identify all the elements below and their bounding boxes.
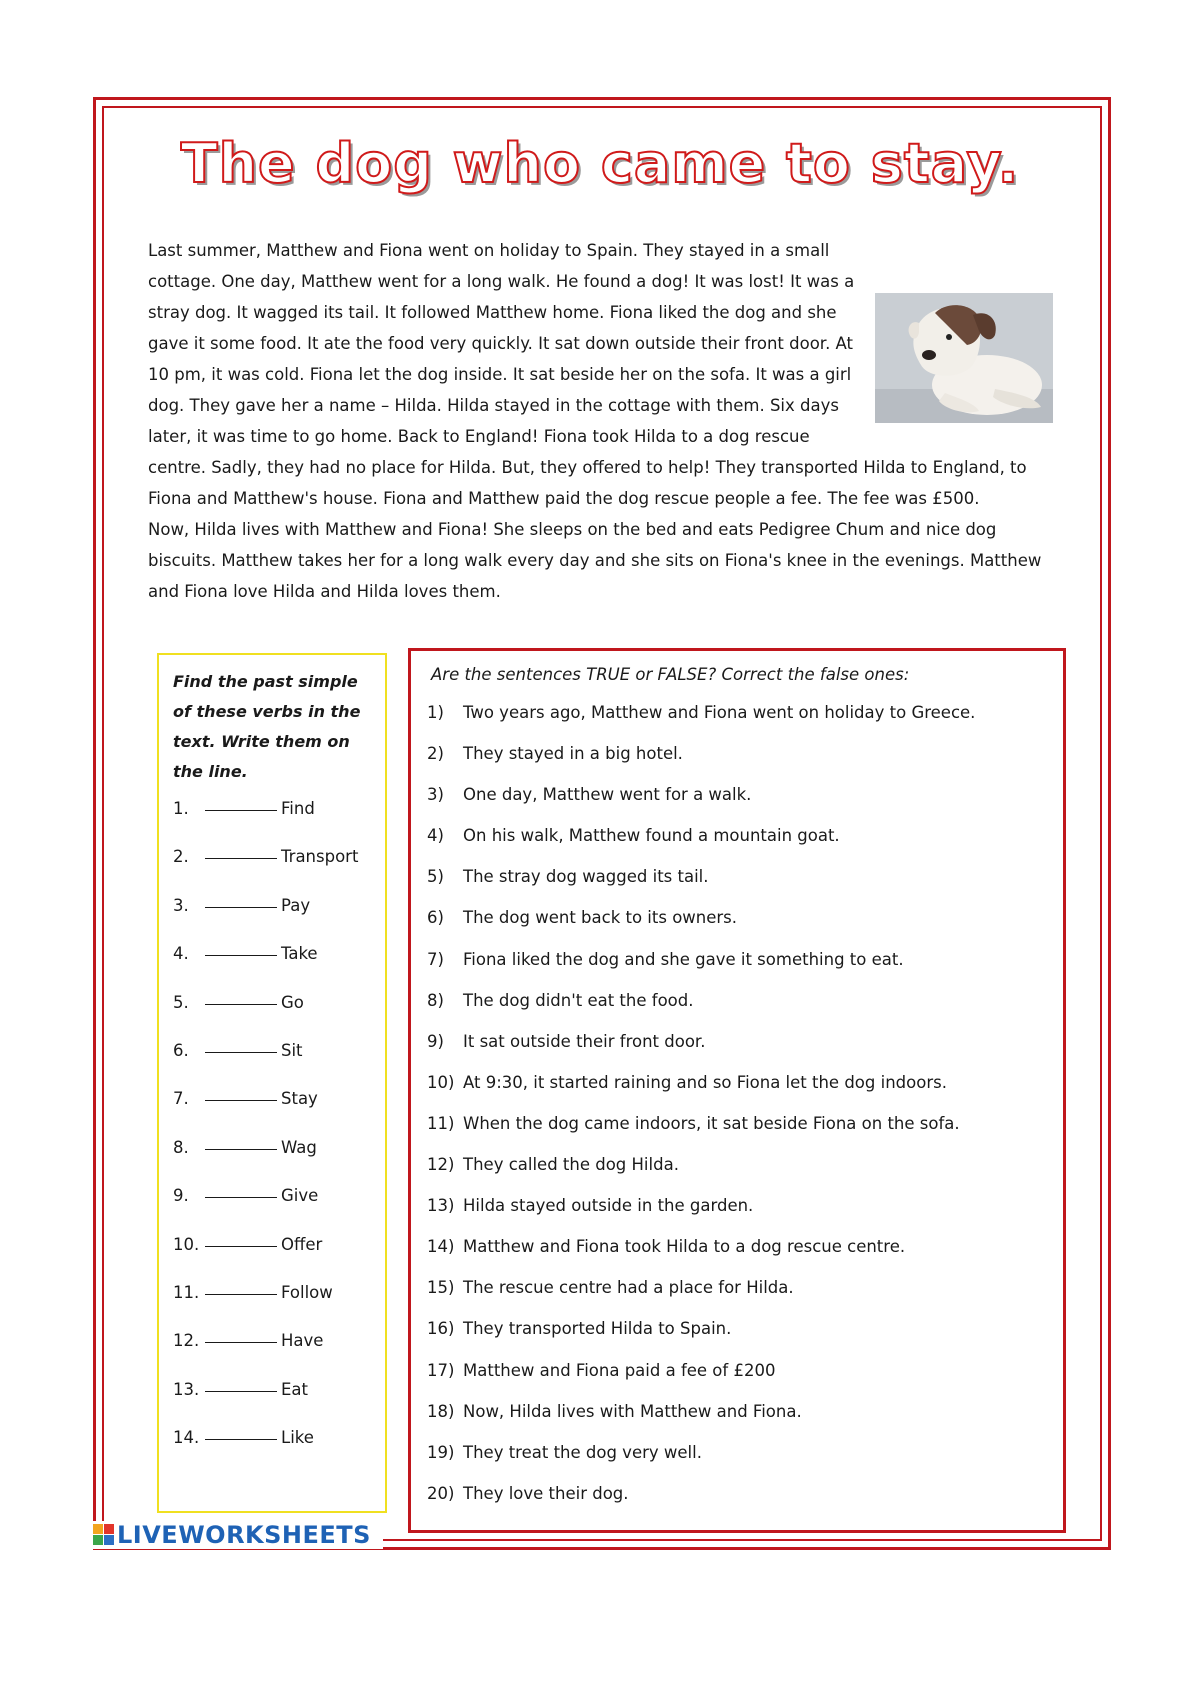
true-false-item-text: They stayed in a big hotel. xyxy=(463,744,683,764)
true-false-item-number: 10) xyxy=(427,1072,455,1092)
verb-item xyxy=(173,1089,373,1137)
answer-blank[interactable] xyxy=(205,810,277,811)
true-false-item-text: At 9:30, it started raining and so Fiona let the dog indoors. xyxy=(463,1072,947,1092)
verb-item-verb: Go xyxy=(281,992,304,1012)
true-false-item xyxy=(427,783,1049,824)
verb-item xyxy=(173,1331,373,1379)
answer-blank[interactable] xyxy=(205,858,277,859)
verb-item-verb: Stay xyxy=(281,1089,318,1109)
true-false-item-text: On his walk, Matthew found a mountain goat. xyxy=(463,826,840,846)
liveworksheets-logo xyxy=(93,1521,383,1549)
true-false-item xyxy=(427,1235,1049,1276)
answer-blank[interactable] xyxy=(205,1246,277,1247)
true-false-item-number: 19) xyxy=(427,1442,455,1462)
true-false-item-number: 8) xyxy=(427,990,444,1010)
verb-item-number: 5. xyxy=(173,992,189,1012)
true-false-instructions: Are the sentences TRUE or FALSE? Correct the false ones: xyxy=(431,665,910,684)
verb-item xyxy=(173,944,373,992)
verb-item xyxy=(173,1186,373,1234)
true-false-exercise xyxy=(408,648,1066,1533)
verb-item-number: 1. xyxy=(173,799,189,818)
answer-blank[interactable] xyxy=(205,1052,277,1053)
verb-item-number: 7. xyxy=(173,1089,189,1109)
verb-item-verb: Like xyxy=(281,1428,314,1448)
verb-item-number: 2. xyxy=(173,847,189,867)
verb-item xyxy=(173,993,373,1041)
verb-item xyxy=(173,896,373,944)
past-simple-instructions: Find the past simple of these verbs in the text. Write them on the line. xyxy=(173,672,361,781)
true-false-item xyxy=(427,1359,1049,1400)
verb-list xyxy=(173,799,373,1476)
true-false-item xyxy=(427,701,1049,742)
answer-blank[interactable] xyxy=(205,1391,277,1392)
true-false-item-number: 9) xyxy=(427,1031,444,1051)
true-false-item-number: 16) xyxy=(427,1319,455,1339)
verb-item-number: 12. xyxy=(173,1331,200,1351)
true-false-list xyxy=(427,701,1049,1523)
answer-blank[interactable] xyxy=(205,1439,277,1440)
answer-blank[interactable] xyxy=(205,907,277,908)
answer-blank[interactable] xyxy=(205,1197,277,1198)
verb-item-verb: Pay xyxy=(281,895,311,915)
true-false-item-number: 6) xyxy=(427,908,444,928)
true-false-item-text: Matthew and Fiona paid a fee of £200 xyxy=(463,1360,776,1380)
true-false-item-number: 5) xyxy=(427,867,444,887)
true-false-item-number: 7) xyxy=(427,949,444,969)
true-false-item-text: Matthew and Fiona took Hilda to a dog rescue centre. xyxy=(463,1237,906,1257)
true-false-item-number: 11) xyxy=(427,1113,455,1133)
verb-item-number: 10. xyxy=(173,1234,200,1254)
verb-item-verb: Take xyxy=(281,944,318,964)
true-false-item xyxy=(427,1317,1049,1358)
verb-item xyxy=(173,1380,373,1428)
true-false-item-number: 17) xyxy=(427,1360,455,1380)
verb-item-verb: Find xyxy=(281,799,315,818)
story-paragraph-2: Now, Hilda lives with Matthew and Fiona! She sleeps on the bed and eats Pedigree Chum and nice dog biscuits. Matthew takes her for a long walk every day and she sits on Fiona's knee in the evenings. Matthew and Fiona love Hilda and Hilda loves them. xyxy=(148,520,1042,601)
verb-item xyxy=(173,1235,373,1283)
verb-item-number: 9. xyxy=(173,1186,189,1206)
past-simple-exercise xyxy=(157,653,387,1513)
true-false-item-text: One day, Matthew went for a walk. xyxy=(463,785,752,805)
true-false-item xyxy=(427,1153,1049,1194)
verb-item xyxy=(173,799,373,847)
true-false-item-number: 15) xyxy=(427,1278,455,1298)
true-false-item xyxy=(427,948,1049,989)
true-false-item-number: 1) xyxy=(427,703,444,722)
true-false-item xyxy=(427,1112,1049,1153)
true-false-item xyxy=(427,1441,1049,1482)
verb-item xyxy=(173,847,373,895)
verb-item-number: 3. xyxy=(173,895,189,915)
true-false-item-text: They called the dog Hilda. xyxy=(463,1155,679,1175)
true-false-item xyxy=(427,742,1049,783)
true-false-item-number: 14) xyxy=(427,1237,455,1257)
true-false-item xyxy=(427,1071,1049,1112)
true-false-item xyxy=(427,989,1049,1030)
true-false-item-text: The rescue centre had a place for Hilda. xyxy=(463,1278,794,1298)
verb-item xyxy=(173,1041,373,1089)
true-false-item-number: 4) xyxy=(427,826,444,846)
worksheet-title: The dog who came to stay. xyxy=(180,132,1020,195)
answer-blank[interactable] xyxy=(205,1004,277,1005)
true-false-item xyxy=(427,1276,1049,1317)
verb-item-verb: Give xyxy=(281,1186,319,1206)
true-false-item-text: They treat the dog very well. xyxy=(463,1442,702,1462)
true-false-item xyxy=(427,865,1049,906)
verb-item-number: 11. xyxy=(173,1282,200,1302)
verb-item-verb: Transport xyxy=(281,847,359,867)
true-false-item-text: The dog went back to its owners. xyxy=(463,908,738,928)
true-false-item xyxy=(427,906,1049,947)
story-paragraph-1: Last summer, Matthew and Fiona went on holiday to Spain. They stayed in a small cottage. One day, Matthew went for a long walk. He found a dog! It was lost! It was a stray dog. It wagged its tail. It followed Matthew home. Fiona liked the dog and she gave it some food. It ate the food very quickly. It sat down outside their front door. At 10 pm, it was cold. Fiona let the dog inside. It sat beside her on the sofa. It was a girl dog. They gave her a name – Hilda. Hilda stayed in the cottage with them. Six days later, it was time to go home. Back to England! Fiona took Hilda to a dog rescue centre. Sadly, they had no place for Hilda. But, they offered to help! They transported Hilda to England, to Fiona and Matthew's house. Fiona and Matthew paid the dog rescue people a fee. The fee was £500. xyxy=(148,241,1027,508)
true-false-item-number: 20) xyxy=(427,1483,455,1503)
verb-item-verb: Have xyxy=(281,1331,324,1351)
true-false-item xyxy=(427,1482,1049,1523)
true-false-item-number: 2) xyxy=(427,744,444,764)
true-false-item-text: When the dog came indoors, it sat beside Fiona on the sofa. xyxy=(463,1113,960,1133)
answer-blank[interactable] xyxy=(205,1149,277,1150)
logo-text: LIVEWORKSHEETS xyxy=(117,1521,371,1549)
true-false-item xyxy=(427,824,1049,865)
true-false-item-text: They love their dog. xyxy=(463,1483,629,1503)
true-false-item-number: 12) xyxy=(427,1155,455,1175)
true-false-item-text: The stray dog wagged its tail. xyxy=(463,867,709,887)
true-false-item-text: Fiona liked the dog and she gave it something to eat. xyxy=(463,949,904,969)
true-false-item-text: Two years ago, Matthew and Fiona went on holiday to Greece. xyxy=(463,703,976,722)
verb-item-number: 14. xyxy=(173,1428,200,1448)
true-false-item-number: 13) xyxy=(427,1196,455,1216)
true-false-item xyxy=(427,1400,1049,1441)
true-false-item-number: 3) xyxy=(427,785,444,805)
verb-item-number: 8. xyxy=(173,1137,189,1157)
verb-item-number: 6. xyxy=(173,1040,189,1060)
dog-photo xyxy=(875,293,1053,423)
verb-item-verb: Wag xyxy=(281,1137,317,1157)
verb-item-number: 4. xyxy=(173,944,189,964)
verb-item xyxy=(173,1283,373,1331)
verb-item-number: 13. xyxy=(173,1379,200,1399)
true-false-item-text: It sat outside their front door. xyxy=(463,1031,706,1051)
verb-item-verb: Eat xyxy=(281,1379,309,1399)
answer-blank[interactable] xyxy=(205,955,277,956)
true-false-item-text: They transported Hilda to Spain. xyxy=(463,1319,732,1339)
verb-item xyxy=(173,1428,373,1476)
verb-item-verb: Offer xyxy=(281,1234,323,1254)
verb-item-verb: Sit xyxy=(281,1040,303,1060)
story-text xyxy=(148,235,1053,607)
verb-item xyxy=(173,1138,373,1186)
true-false-item-number: 18) xyxy=(427,1401,455,1421)
true-false-item xyxy=(427,1194,1049,1235)
answer-blank[interactable] xyxy=(205,1294,277,1295)
answer-blank[interactable] xyxy=(205,1342,277,1343)
true-false-item xyxy=(427,1030,1049,1071)
liveworksheets-logo-icon xyxy=(93,1524,115,1546)
verb-item-verb: Follow xyxy=(281,1282,333,1302)
true-false-item-text: Hilda stayed outside in the garden. xyxy=(463,1196,754,1216)
true-false-item-text: The dog didn't eat the food. xyxy=(463,990,694,1010)
true-false-item-text: Now, Hilda lives with Matthew and Fiona. xyxy=(463,1401,802,1421)
answer-blank[interactable] xyxy=(205,1100,277,1101)
